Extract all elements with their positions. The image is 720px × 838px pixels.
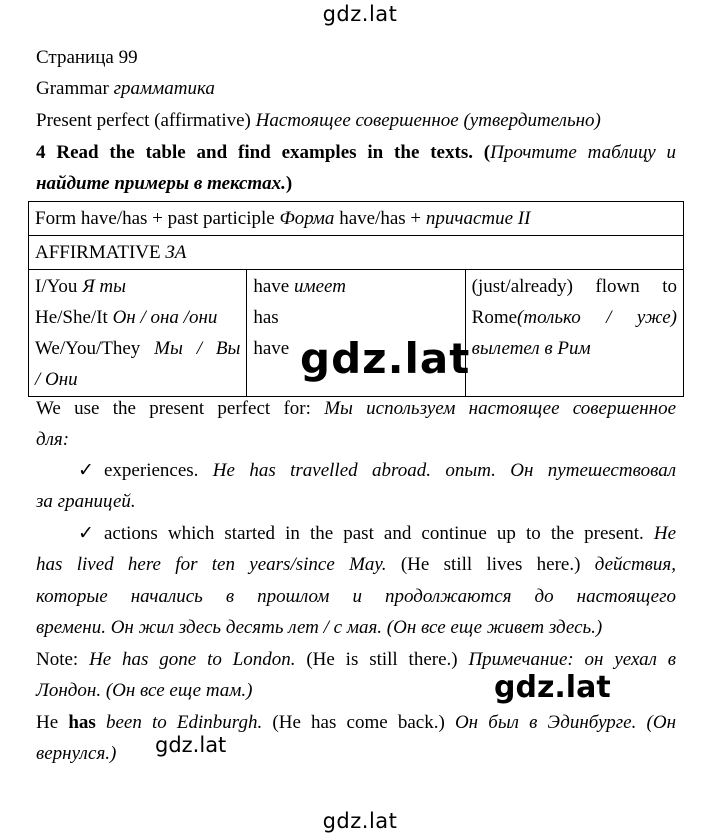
- subtitle-en: Present perfect (affirmative): [36, 110, 251, 131]
- form-ru-2: причастие II: [425, 208, 531, 229]
- auxiliary-line: have имеет: [253, 276, 346, 297]
- bullet-actions-line-2: has lived here for ten years/since May. (He still lives here.) действия,: [36, 554, 676, 575]
- bullet-experiences-line-2: за границей.: [36, 491, 136, 512]
- present-perfect-heading: [36, 109, 601, 133]
- note-line-2: Лондон. (Он все еще там.): [36, 680, 253, 701]
- check-mark-icon: ✓: [78, 460, 94, 481]
- task-line-2: [36, 172, 292, 196]
- subject-line: / Они: [35, 369, 78, 390]
- watermark-bottom: gdz.lat: [322, 809, 398, 833]
- watermark-center: gdz.lat: [300, 334, 471, 383]
- watermark-mid: gdz.lat: [494, 670, 611, 705]
- use-intro-en: We use the present perfect for:: [36, 398, 325, 419]
- use-intro-line-2: [36, 428, 69, 452]
- grammar-ru: грамматика: [113, 78, 215, 99]
- note-label: Note:: [36, 649, 90, 670]
- watermark-small: gdz.lat: [155, 733, 227, 757]
- use-intro-ru-2: для:: [36, 429, 70, 450]
- task-ru-2: найдите примеры в текстах.: [36, 173, 286, 194]
- form-text-2: have/has +: [334, 208, 426, 229]
- form-text: Form have/has + past participle: [35, 208, 280, 229]
- subject-line: We/You/They Мы / Вы: [35, 338, 241, 359]
- affirmative-cell: [29, 236, 684, 270]
- subject-line: I/You Я ты: [35, 276, 127, 297]
- participle-line: (just/already) flown to: [471, 276, 677, 297]
- bullet-actions: ✓ actions which started in the past and continue up to the present. He: [78, 523, 676, 544]
- last-line-1: He has been to Edinburgh. (He has come back.) Он был в Эдинбурге. (Он: [36, 712, 676, 733]
- table-row-form: [29, 202, 684, 236]
- use-intro-ru: Мы используем настоящее совершенное: [324, 398, 676, 419]
- task-text: 4 Read the table and find examples in the texts. (: [36, 142, 491, 163]
- page-label: Страница 99: [36, 47, 138, 68]
- task-line-1: [36, 141, 676, 165]
- subject-cell: [29, 270, 247, 397]
- task-close: ): [285, 173, 293, 194]
- subtitle-ru: Настоящее совершенное (утвердительно): [255, 110, 601, 131]
- participle-line: Rome(только / уже): [471, 307, 677, 328]
- form-cell: [29, 202, 684, 236]
- use-intro-line-1: [36, 397, 676, 421]
- auxiliary-line: has: [253, 307, 279, 328]
- affirmative-label: AFFIRMATIVE: [35, 242, 166, 263]
- subject-line: He/She/It Он / она /они: [35, 307, 218, 328]
- check-mark-icon: ✓: [78, 523, 94, 544]
- bullet-experiences: ✓ experiences. He has travelled abroad. опыт. Он путешествовал: [78, 460, 676, 481]
- task-ru: Прочтите таблицу и: [490, 142, 676, 163]
- auxiliary-line: have: [253, 338, 290, 359]
- bullet-actions-line-3: которые начались в прошлом и продолжаются до настоящего: [36, 586, 676, 607]
- note-line-1: Note: He has gone to London. (He is still there.) Примечание: он уехал в: [36, 649, 676, 670]
- participle-line: вылетел в Рим: [471, 338, 591, 359]
- bullet-actions-line-4: времени. Он жил здесь десять лет / с мая. (Он все еще живет здесь.): [36, 617, 603, 638]
- watermark-top: gdz.lat: [322, 2, 398, 26]
- affirmative-ru: ЗА: [165, 242, 187, 263]
- participle-cell: [465, 270, 683, 397]
- last-line-2: вернулся.): [36, 743, 117, 764]
- grammar-heading: [36, 77, 215, 101]
- grammar-en: Grammar: [36, 78, 109, 99]
- table-row-affirmative: [29, 236, 684, 270]
- form-ru: Форма: [279, 208, 335, 229]
